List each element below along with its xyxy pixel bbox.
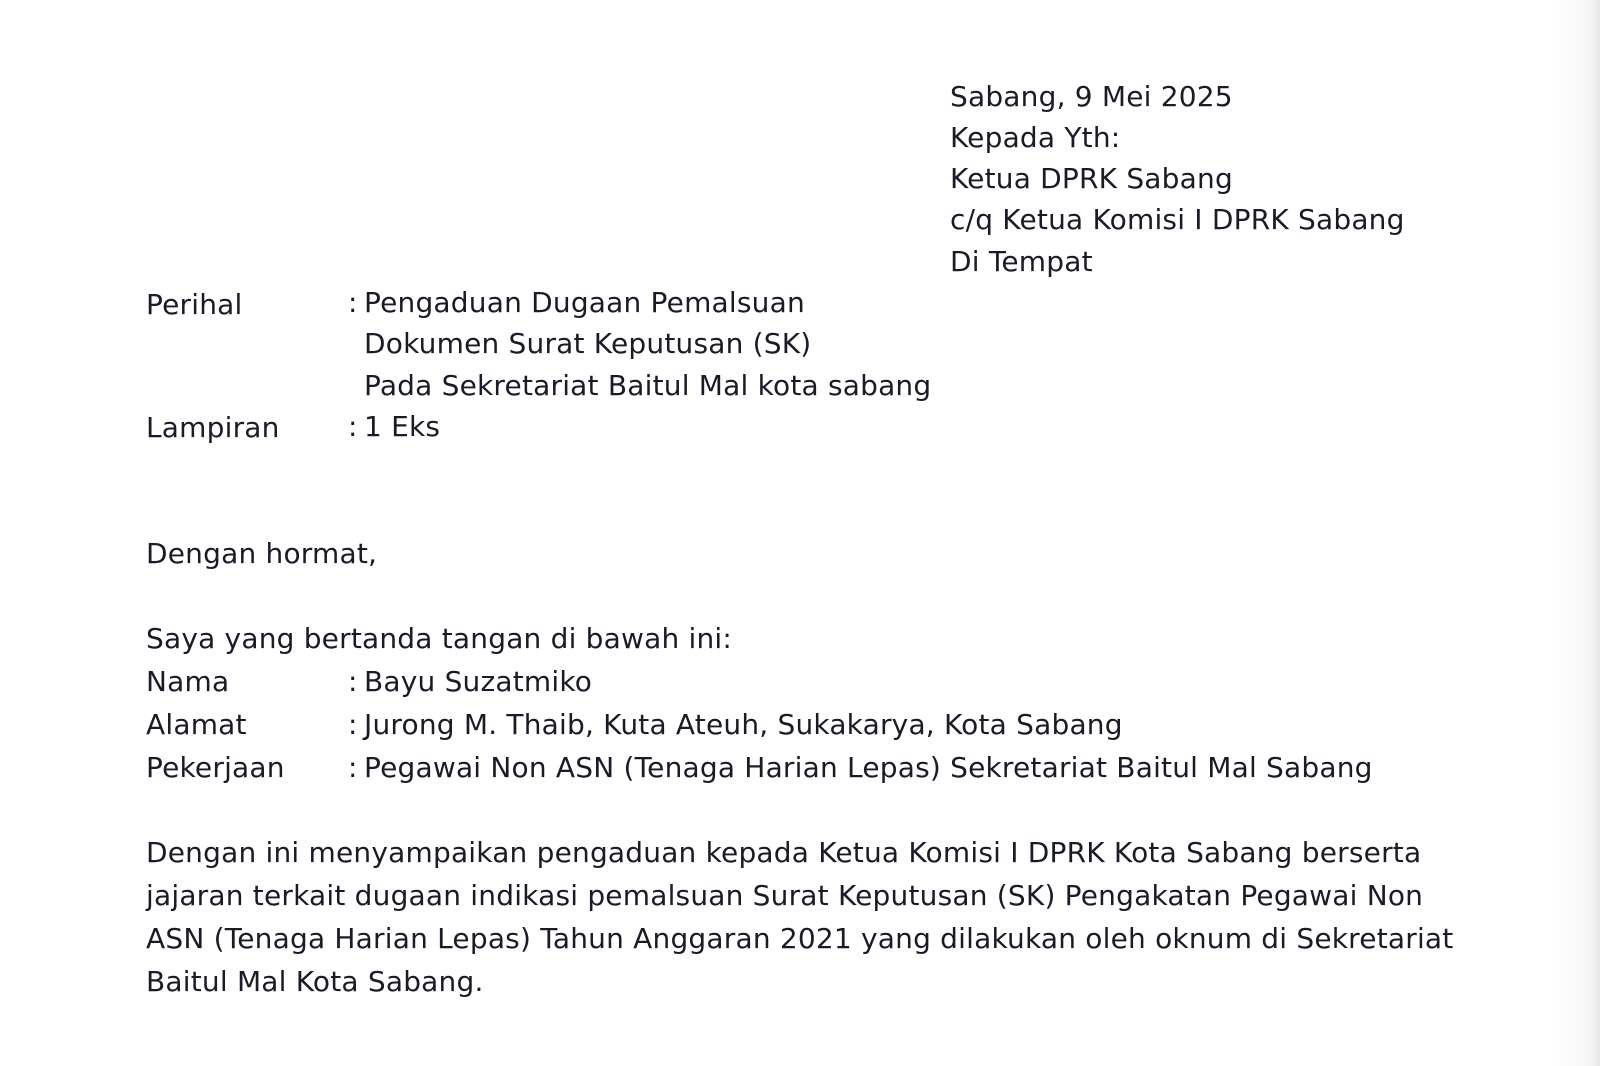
letter-date: Sabang, 9 Mei 2025 <box>950 80 1233 113</box>
paragraph-line-2: jajaran terkait dugaan indikasi pemalsuan Surat Keputusan (SK) Pengakatan Pegawai Non <box>146 879 1424 912</box>
alamat-label: Alamat <box>146 708 247 741</box>
lampiran-colon: : <box>348 410 358 443</box>
pekerjaan-colon: : <box>348 751 358 784</box>
alamat-colon: : <box>348 708 358 741</box>
recipient-cq: c/q Ketua Komisi I DPRK Sabang <box>950 203 1405 236</box>
page-edge-shadow <box>1590 0 1600 1066</box>
recipient-name: Ketua DPRK Sabang <box>950 162 1233 195</box>
paragraph-line-3: ASN (Tenaga Harian Lepas) Tahun Anggaran 2021 yang dilakukan oleh oknum di Sekretariat <box>146 922 1454 955</box>
salutation: Dengan hormat, <box>146 537 378 570</box>
nama-label: Nama <box>146 665 230 698</box>
recipient-greeting: Kepada Yth: <box>950 121 1121 154</box>
paragraph-line-4: Baitul Mal Kota Sabang. <box>146 965 484 998</box>
lampiran-label: Lampiran <box>146 411 280 444</box>
perihal-colon: : <box>348 286 358 319</box>
perihal-line-2: Dokumen Surat Keputusan (SK) <box>364 327 812 360</box>
perihal-line-3: Pada Sekretariat Baitul Mal kota sabang <box>364 369 932 402</box>
pekerjaan-value: Pegawai Non ASN (Tenaga Harian Lepas) Sekretariat Baitul Mal Sabang <box>364 751 1373 784</box>
nama-colon: : <box>348 665 358 698</box>
pekerjaan-label: Pekerjaan <box>146 751 285 784</box>
perihal-line-1: Pengaduan Dugaan Pemalsuan <box>364 286 805 319</box>
lampiran-value: 1 Eks <box>364 410 441 443</box>
nama-value: Bayu Suzatmiko <box>364 665 593 698</box>
alamat-value: Jurong M. Thaib, Kuta Ateuh, Sukakarya, Kota Sabang <box>364 708 1123 741</box>
intro-text: Saya yang bertanda tangan di bawah ini: <box>146 622 733 655</box>
paragraph-line-1: Dengan ini menyampaikan pengaduan kepada Ketua Komisi I DPRK Kota Sabang berserta <box>146 836 1422 869</box>
perihal-label: Perihal <box>146 288 243 321</box>
recipient-place: Di Tempat <box>950 245 1093 278</box>
